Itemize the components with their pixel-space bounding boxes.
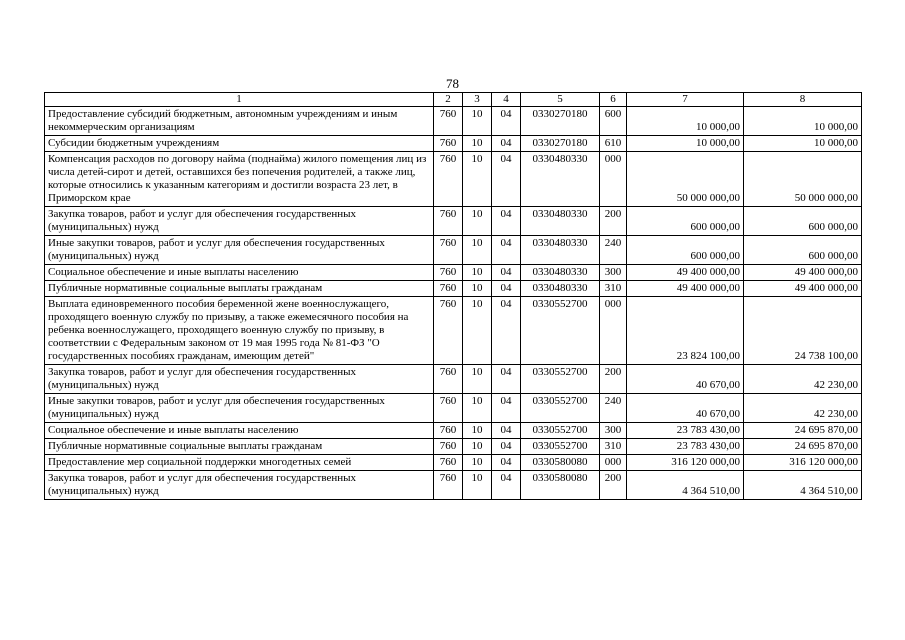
amount-cell: 4 364 510,00 (744, 471, 862, 500)
row-name-cell: Иные закупки товаров, работ и услуг для обеспечения государственных (муниципальных) нужд (45, 394, 434, 423)
code-cell: 0330480330 (521, 207, 600, 236)
amount-cell: 49 400 000,00 (627, 281, 744, 297)
code-cell: 10 (463, 423, 492, 439)
row-name-cell: Закупка товаров, работ и услуг для обеспечения государственных (муниципальных) нужд (45, 471, 434, 500)
table-row (45, 423, 862, 439)
code-cell: 10 (463, 152, 492, 207)
header-cell: 2 (434, 93, 463, 107)
code-cell: 240 (600, 236, 627, 265)
row-name-cell: Социальное обеспечение и иные выплаты населению (45, 423, 434, 439)
code-cell: 0330552700 (521, 297, 600, 365)
table-row (45, 365, 862, 394)
table-row (45, 136, 862, 152)
amount-cell: 10 000,00 (627, 136, 744, 152)
budget-table (44, 92, 862, 500)
amount-cell: 49 400 000,00 (744, 265, 862, 281)
code-cell: 04 (492, 423, 521, 439)
table-row (45, 281, 862, 297)
amount-cell: 23 783 430,00 (627, 423, 744, 439)
code-cell: 10 (463, 365, 492, 394)
code-cell: 300 (600, 265, 627, 281)
table-row (45, 265, 862, 281)
amount-cell: 40 670,00 (627, 394, 744, 423)
row-name-cell: Социальное обеспечение и иные выплаты населению (45, 265, 434, 281)
amount-cell: 50 000 000,00 (744, 152, 862, 207)
code-cell: 10 (463, 455, 492, 471)
table-row (45, 471, 862, 500)
amount-cell: 42 230,00 (744, 394, 862, 423)
code-cell: 760 (434, 297, 463, 365)
code-cell: 10 (463, 207, 492, 236)
amount-cell: 600 000,00 (627, 207, 744, 236)
code-cell: 10 (463, 265, 492, 281)
code-cell: 0330270180 (521, 136, 600, 152)
table-row (45, 439, 862, 455)
code-cell: 240 (600, 394, 627, 423)
amount-cell: 23 783 430,00 (627, 439, 744, 455)
code-cell: 04 (492, 455, 521, 471)
code-cell: 10 (463, 136, 492, 152)
code-cell: 0330270180 (521, 107, 600, 136)
amount-cell: 10 000,00 (627, 107, 744, 136)
amount-cell: 10 000,00 (744, 136, 862, 152)
row-name-cell: Публичные нормативные социальные выплаты гражданам (45, 439, 434, 455)
amount-cell: 600 000,00 (627, 236, 744, 265)
amount-cell: 50 000 000,00 (627, 152, 744, 207)
code-cell: 10 (463, 236, 492, 265)
code-cell: 04 (492, 136, 521, 152)
code-cell: 0330552700 (521, 365, 600, 394)
amount-cell: 316 120 000,00 (744, 455, 862, 471)
header-cell: 6 (600, 93, 627, 107)
table-row (45, 236, 862, 265)
amount-cell: 49 400 000,00 (744, 281, 862, 297)
code-cell: 10 (463, 297, 492, 365)
code-cell: 10 (463, 471, 492, 500)
table-row (45, 107, 862, 136)
code-cell: 0330480330 (521, 265, 600, 281)
code-cell: 0330480330 (521, 236, 600, 265)
code-cell: 760 (434, 423, 463, 439)
amount-cell: 600 000,00 (744, 207, 862, 236)
code-cell: 760 (434, 394, 463, 423)
code-cell: 760 (434, 152, 463, 207)
table-body (45, 107, 862, 500)
code-cell: 760 (434, 207, 463, 236)
page-number: 78 (446, 76, 459, 91)
header-cell: 4 (492, 93, 521, 107)
code-cell: 760 (434, 265, 463, 281)
code-cell: 000 (600, 297, 627, 365)
table-row (45, 297, 862, 365)
code-cell: 0330480330 (521, 281, 600, 297)
code-cell: 310 (600, 439, 627, 455)
code-cell: 04 (492, 107, 521, 136)
code-cell: 0330580080 (521, 455, 600, 471)
code-cell: 760 (434, 281, 463, 297)
amount-cell: 10 000,00 (744, 107, 862, 136)
header-cell: 1 (45, 93, 434, 107)
amount-cell: 4 364 510,00 (627, 471, 744, 500)
code-cell: 0330480330 (521, 152, 600, 207)
table-row (45, 152, 862, 207)
code-cell: 10 (463, 394, 492, 423)
code-cell: 0330552700 (521, 423, 600, 439)
code-cell: 04 (492, 471, 521, 500)
amount-cell: 42 230,00 (744, 365, 862, 394)
code-cell: 600 (600, 107, 627, 136)
row-name-cell: Иные закупки товаров, работ и услуг для обеспечения государственных (муниципальных) нужд (45, 236, 434, 265)
amount-cell: 316 120 000,00 (627, 455, 744, 471)
code-cell: 04 (492, 236, 521, 265)
code-cell: 0330552700 (521, 439, 600, 455)
table-row (45, 394, 862, 423)
code-cell: 10 (463, 107, 492, 136)
code-cell: 04 (492, 297, 521, 365)
code-cell: 760 (434, 455, 463, 471)
amount-cell: 600 000,00 (744, 236, 862, 265)
code-cell: 0330580080 (521, 471, 600, 500)
row-name-cell: Выплата единовременного пособия беременной жене военнослужащего, проходящего военную службу по призыву, а также ежемесячного пособия на ребенка военнослужащего, проходящего военную службу по призыву, в соответствии с Федеральным законом от 19 мая 1995 года № 81-ФЗ "О государственных пособиях гражданам, имеющим детей" (45, 297, 434, 365)
header-cell: 3 (463, 93, 492, 107)
header-cell: 7 (627, 93, 744, 107)
code-cell: 200 (600, 365, 627, 394)
code-cell: 300 (600, 423, 627, 439)
amount-cell: 40 670,00 (627, 365, 744, 394)
row-name-cell: Предоставление субсидий бюджетным, автономным учреждениям и иным некоммерческим организациям (45, 107, 434, 136)
table-row (45, 207, 862, 236)
code-cell: 760 (434, 365, 463, 394)
code-cell: 760 (434, 471, 463, 500)
code-cell: 0330552700 (521, 394, 600, 423)
row-name-cell: Предоставление мер социальной поддержки многодетных семей (45, 455, 434, 471)
header-cell: 8 (744, 93, 862, 107)
code-cell: 10 (463, 439, 492, 455)
header-cell: 5 (521, 93, 600, 107)
code-cell: 04 (492, 265, 521, 281)
amount-cell: 49 400 000,00 (627, 265, 744, 281)
row-name-cell: Компенсация расходов по договору найма (поднайма) жилого помещения лиц из числа детей-сирот и детей, оставшихся без попечения родителей, а также лиц, которые относились к указанным категориям и достигли возраста 23 лет, в Приморском крае (45, 152, 434, 207)
code-cell: 200 (600, 207, 627, 236)
table-row (45, 455, 862, 471)
row-name-cell: Субсидии бюджетным учреждениям (45, 136, 434, 152)
code-cell: 760 (434, 136, 463, 152)
code-cell: 000 (600, 152, 627, 207)
code-cell: 200 (600, 471, 627, 500)
code-cell: 760 (434, 439, 463, 455)
code-cell: 04 (492, 394, 521, 423)
code-cell: 760 (434, 236, 463, 265)
code-cell: 04 (492, 365, 521, 394)
code-cell: 04 (492, 152, 521, 207)
code-cell: 000 (600, 455, 627, 471)
code-cell: 610 (600, 136, 627, 152)
amount-cell: 24 695 870,00 (744, 439, 862, 455)
code-cell: 10 (463, 281, 492, 297)
amount-cell: 23 824 100,00 (627, 297, 744, 365)
code-cell: 04 (492, 439, 521, 455)
code-cell: 310 (600, 281, 627, 297)
row-name-cell: Публичные нормативные социальные выплаты гражданам (45, 281, 434, 297)
row-name-cell: Закупка товаров, работ и услуг для обеспечения государственных (муниципальных) нужд (45, 207, 434, 236)
header-row (45, 93, 862, 107)
code-cell: 04 (492, 207, 521, 236)
amount-cell: 24 695 870,00 (744, 423, 862, 439)
amount-cell: 24 738 100,00 (744, 297, 862, 365)
code-cell: 04 (492, 281, 521, 297)
row-name-cell: Закупка товаров, работ и услуг для обеспечения государственных (муниципальных) нужд (45, 365, 434, 394)
code-cell: 760 (434, 107, 463, 136)
